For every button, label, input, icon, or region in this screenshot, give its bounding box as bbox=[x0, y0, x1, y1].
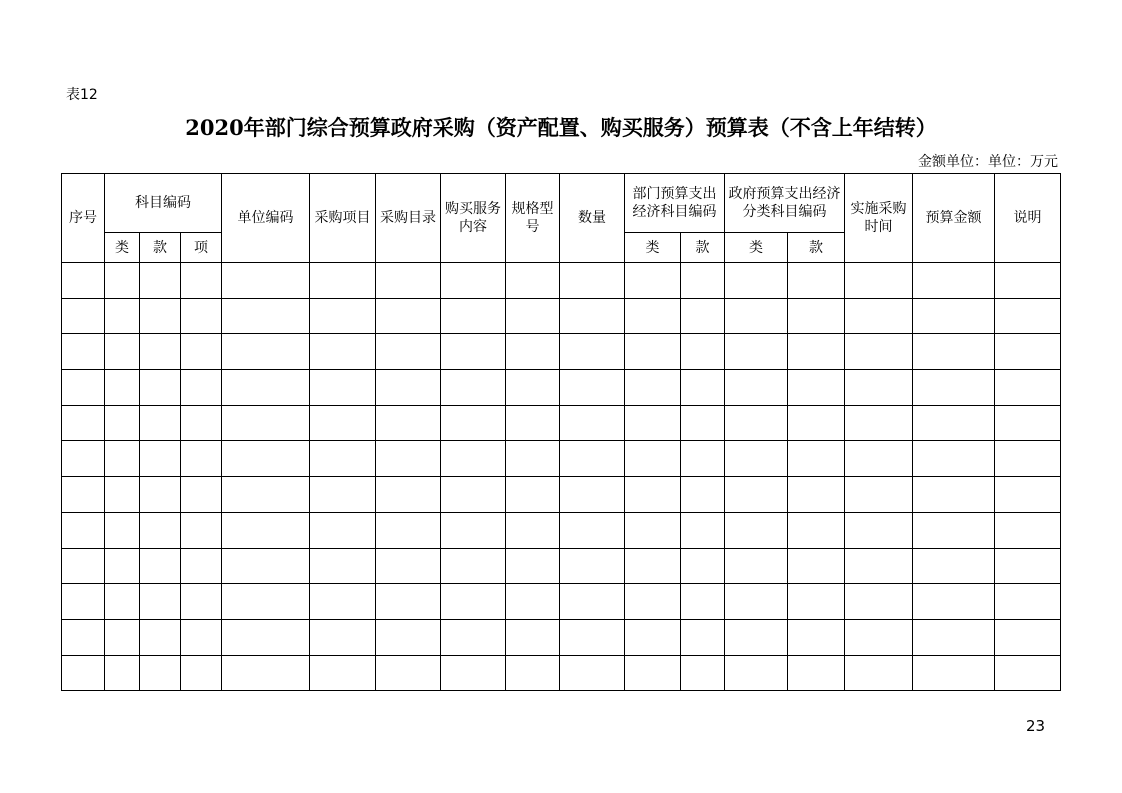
table-cell bbox=[560, 548, 625, 584]
table-cell bbox=[788, 405, 845, 441]
col-procurement-item-header: 采购项目 bbox=[310, 174, 376, 263]
table-row bbox=[62, 584, 1061, 620]
table-cell bbox=[913, 584, 995, 620]
table-cell bbox=[845, 370, 913, 406]
table-cell bbox=[140, 655, 181, 691]
table-cell bbox=[140, 477, 181, 513]
table-cell bbox=[140, 584, 181, 620]
table-cell bbox=[788, 441, 845, 477]
table-cell bbox=[845, 619, 913, 655]
table-cell bbox=[140, 512, 181, 548]
table-cell bbox=[222, 441, 310, 477]
table-cell bbox=[222, 477, 310, 513]
table-cell bbox=[625, 298, 681, 334]
header-row-1 bbox=[62, 174, 1061, 233]
table-cell bbox=[506, 370, 560, 406]
table-cell bbox=[181, 548, 222, 584]
table-row bbox=[62, 370, 1061, 406]
table-cell bbox=[913, 298, 995, 334]
table-cell bbox=[62, 548, 105, 584]
table-cell bbox=[788, 619, 845, 655]
table-cell bbox=[725, 548, 788, 584]
table-cell bbox=[441, 548, 506, 584]
page-title: 2020年部门综合预算政府采购（资产配置、购买服务）预算表（不含上年结转） bbox=[185, 115, 937, 140]
table-cell bbox=[310, 655, 376, 691]
table-cell bbox=[441, 298, 506, 334]
table-cell bbox=[506, 655, 560, 691]
table-cell bbox=[140, 263, 181, 299]
table-cell bbox=[441, 619, 506, 655]
table-cell bbox=[105, 512, 140, 548]
table-cell bbox=[105, 655, 140, 691]
table-cell bbox=[995, 298, 1061, 334]
table-cell bbox=[310, 263, 376, 299]
table-cell bbox=[845, 405, 913, 441]
table-cell bbox=[560, 441, 625, 477]
table-cell bbox=[222, 334, 310, 370]
table-cell bbox=[913, 548, 995, 584]
table-cell bbox=[681, 298, 725, 334]
table-cell bbox=[62, 512, 105, 548]
table-cell bbox=[681, 512, 725, 548]
table-cell bbox=[181, 370, 222, 406]
table-cell bbox=[62, 334, 105, 370]
table-cell bbox=[625, 263, 681, 299]
table-cell bbox=[725, 512, 788, 548]
table-cell bbox=[995, 655, 1061, 691]
table-cell bbox=[788, 477, 845, 513]
table-cell bbox=[376, 441, 441, 477]
table-cell bbox=[140, 441, 181, 477]
table-cell bbox=[105, 334, 140, 370]
table-cell bbox=[181, 263, 222, 299]
table-cell bbox=[310, 584, 376, 620]
table-cell bbox=[725, 655, 788, 691]
table-row bbox=[62, 548, 1061, 584]
col-service-content-header: 购买服务内容 bbox=[441, 174, 506, 263]
table-cell bbox=[845, 477, 913, 513]
table-cell bbox=[788, 298, 845, 334]
table-cell bbox=[376, 477, 441, 513]
table-cell bbox=[376, 298, 441, 334]
table-cell bbox=[310, 370, 376, 406]
table-cell bbox=[995, 441, 1061, 477]
table-cell bbox=[376, 584, 441, 620]
table-cell bbox=[788, 655, 845, 691]
table-cell bbox=[181, 655, 222, 691]
table-cell bbox=[845, 584, 913, 620]
table-cell bbox=[376, 619, 441, 655]
table-cell bbox=[441, 405, 506, 441]
col-subject-code-header: 科目编码 bbox=[105, 174, 222, 233]
table-cell bbox=[181, 298, 222, 334]
table-row bbox=[62, 334, 1061, 370]
table-cell bbox=[376, 512, 441, 548]
table-cell bbox=[725, 619, 788, 655]
page-number: 23 bbox=[1026, 717, 1046, 735]
dept-sub-header-lei: 类 bbox=[625, 233, 681, 263]
table-cell bbox=[506, 584, 560, 620]
table-cell bbox=[222, 405, 310, 441]
table-cell bbox=[181, 405, 222, 441]
table-row bbox=[62, 441, 1061, 477]
table-cell bbox=[222, 370, 310, 406]
table-cell bbox=[310, 334, 376, 370]
table-row bbox=[62, 298, 1061, 334]
table-cell bbox=[725, 441, 788, 477]
table-cell bbox=[725, 584, 788, 620]
table-cell bbox=[506, 548, 560, 584]
table-cell bbox=[222, 263, 310, 299]
col-spec-model-header: 规格型号 bbox=[506, 174, 560, 263]
table-cell bbox=[995, 334, 1061, 370]
table-cell bbox=[62, 298, 105, 334]
table-cell bbox=[105, 477, 140, 513]
table-cell bbox=[222, 548, 310, 584]
table-cell bbox=[560, 477, 625, 513]
table-cell bbox=[560, 370, 625, 406]
table-cell bbox=[62, 370, 105, 406]
table-cell bbox=[560, 263, 625, 299]
table-cell bbox=[845, 334, 913, 370]
table-row bbox=[62, 405, 1061, 441]
col-budget-amount-header: 预算金额 bbox=[913, 174, 995, 263]
table-cell bbox=[105, 619, 140, 655]
table-cell bbox=[105, 298, 140, 334]
table-cell bbox=[788, 512, 845, 548]
table-row bbox=[62, 655, 1061, 691]
table-cell bbox=[995, 405, 1061, 441]
gov-sub-header-lei: 类 bbox=[725, 233, 788, 263]
gov-sub-header-kuan: 款 bbox=[788, 233, 845, 263]
table-cell bbox=[376, 263, 441, 299]
table-cell bbox=[441, 584, 506, 620]
table-cell bbox=[441, 655, 506, 691]
table-cell bbox=[62, 405, 105, 441]
sub-header-kuan: 款 bbox=[140, 233, 181, 263]
table-cell bbox=[625, 477, 681, 513]
table-cell bbox=[725, 405, 788, 441]
table-cell bbox=[913, 441, 995, 477]
table-cell bbox=[222, 298, 310, 334]
table-cell bbox=[995, 584, 1061, 620]
col-serial-header: 序号 bbox=[62, 174, 105, 263]
table-cell bbox=[506, 477, 560, 513]
table-cell bbox=[140, 405, 181, 441]
table-cell bbox=[625, 441, 681, 477]
col-impl-time-header: 实施采购时间 bbox=[845, 174, 913, 263]
table-cell bbox=[681, 619, 725, 655]
table-cell bbox=[845, 441, 913, 477]
table-row bbox=[62, 512, 1061, 548]
table-cell bbox=[913, 334, 995, 370]
table-cell bbox=[506, 298, 560, 334]
table-cell bbox=[845, 655, 913, 691]
col-unit-code-header: 单位编码 bbox=[222, 174, 310, 263]
table-cell bbox=[506, 512, 560, 548]
table-cell bbox=[913, 477, 995, 513]
table-cell bbox=[506, 334, 560, 370]
table-cell bbox=[506, 619, 560, 655]
table-cell bbox=[441, 263, 506, 299]
dept-sub-header-kuan: 款 bbox=[681, 233, 725, 263]
table-cell bbox=[845, 512, 913, 548]
table-cell bbox=[560, 512, 625, 548]
col-dept-econ-code-header: 部门预算支出经济科目编码 bbox=[625, 174, 725, 233]
table-cell bbox=[181, 512, 222, 548]
table-cell bbox=[625, 370, 681, 406]
table-cell bbox=[560, 584, 625, 620]
table-cell bbox=[222, 512, 310, 548]
table-cell bbox=[913, 263, 995, 299]
table-cell bbox=[560, 298, 625, 334]
table-cell bbox=[140, 298, 181, 334]
table-row bbox=[62, 477, 1061, 513]
table-cell bbox=[913, 370, 995, 406]
table-cell bbox=[105, 441, 140, 477]
table-cell bbox=[62, 584, 105, 620]
table-cell bbox=[681, 655, 725, 691]
table-cell bbox=[310, 441, 376, 477]
table-cell bbox=[845, 548, 913, 584]
table-cell bbox=[105, 263, 140, 299]
table-cell bbox=[140, 370, 181, 406]
table-row bbox=[62, 263, 1061, 299]
table-cell bbox=[845, 298, 913, 334]
table-cell bbox=[681, 405, 725, 441]
col-remark-header: 说明 bbox=[995, 174, 1061, 263]
table-cell bbox=[913, 655, 995, 691]
table-cell bbox=[441, 512, 506, 548]
table-cell bbox=[506, 263, 560, 299]
table-cell bbox=[62, 263, 105, 299]
table-cell bbox=[788, 334, 845, 370]
table-cell bbox=[788, 370, 845, 406]
table-cell bbox=[105, 548, 140, 584]
sub-header-lei: 类 bbox=[105, 233, 140, 263]
table-cell bbox=[62, 619, 105, 655]
table-cell bbox=[681, 548, 725, 584]
table-cell bbox=[140, 619, 181, 655]
table-cell bbox=[681, 584, 725, 620]
table-cell bbox=[376, 548, 441, 584]
table-cell bbox=[681, 334, 725, 370]
table-cell bbox=[376, 655, 441, 691]
table-cell bbox=[181, 334, 222, 370]
table-cell bbox=[625, 405, 681, 441]
table-cell bbox=[560, 405, 625, 441]
table-cell bbox=[560, 619, 625, 655]
table-cell bbox=[725, 477, 788, 513]
table-cell bbox=[441, 334, 506, 370]
table-cell bbox=[788, 263, 845, 299]
table-cell bbox=[681, 441, 725, 477]
table-cell bbox=[725, 370, 788, 406]
table-cell bbox=[441, 441, 506, 477]
table-cell bbox=[105, 405, 140, 441]
table-cell bbox=[441, 370, 506, 406]
table-cell bbox=[845, 263, 913, 299]
table-cell bbox=[995, 619, 1061, 655]
table-cell bbox=[506, 441, 560, 477]
table-cell bbox=[725, 334, 788, 370]
table-cell bbox=[625, 512, 681, 548]
table-cell bbox=[995, 548, 1061, 584]
table-cell bbox=[105, 584, 140, 620]
table-cell bbox=[560, 334, 625, 370]
table-cell bbox=[995, 512, 1061, 548]
table-cell bbox=[681, 263, 725, 299]
table-cell bbox=[625, 655, 681, 691]
table-cell bbox=[310, 477, 376, 513]
unit-note: 金额单位：单位：万元 bbox=[918, 154, 1058, 170]
table-cell bbox=[913, 619, 995, 655]
table-cell bbox=[181, 584, 222, 620]
table-cell bbox=[625, 334, 681, 370]
table-cell bbox=[140, 548, 181, 584]
table-cell bbox=[725, 298, 788, 334]
table-cell bbox=[376, 370, 441, 406]
col-gov-econ-code-header: 政府预算支出经济分类科目编码 bbox=[725, 174, 845, 233]
table-cell bbox=[913, 512, 995, 548]
table-cell bbox=[625, 548, 681, 584]
table-cell bbox=[376, 334, 441, 370]
table-cell bbox=[995, 477, 1061, 513]
table-cell bbox=[310, 512, 376, 548]
table-cell bbox=[788, 548, 845, 584]
table-cell bbox=[310, 298, 376, 334]
table-cell bbox=[62, 477, 105, 513]
table-cell bbox=[913, 405, 995, 441]
table-cell bbox=[310, 548, 376, 584]
table-cell bbox=[140, 334, 181, 370]
table-cell bbox=[995, 263, 1061, 299]
table-cell bbox=[181, 477, 222, 513]
table-cell bbox=[310, 619, 376, 655]
table-cell bbox=[222, 619, 310, 655]
table-cell bbox=[788, 584, 845, 620]
table-cell bbox=[625, 619, 681, 655]
table-cell bbox=[995, 370, 1061, 406]
table-cell bbox=[62, 655, 105, 691]
col-quantity-header: 数量 bbox=[560, 174, 625, 263]
table-cell bbox=[681, 477, 725, 513]
table-cell bbox=[105, 370, 140, 406]
table-cell bbox=[222, 584, 310, 620]
table-cell bbox=[310, 405, 376, 441]
table-cell bbox=[62, 441, 105, 477]
table-cell bbox=[506, 405, 560, 441]
table-cell bbox=[222, 655, 310, 691]
table-cell bbox=[441, 477, 506, 513]
table-cell bbox=[681, 370, 725, 406]
table-cell bbox=[560, 655, 625, 691]
table-cell bbox=[181, 619, 222, 655]
procurement-budget-table bbox=[61, 173, 1061, 691]
table-label: 表12 bbox=[66, 87, 98, 103]
table-row bbox=[62, 619, 1061, 655]
table-cell bbox=[625, 584, 681, 620]
sub-header-xiang: 项 bbox=[181, 233, 222, 263]
table-cell bbox=[181, 441, 222, 477]
col-procurement-catalog-header: 采购目录 bbox=[376, 174, 441, 263]
table-cell bbox=[376, 405, 441, 441]
table-cell bbox=[725, 263, 788, 299]
